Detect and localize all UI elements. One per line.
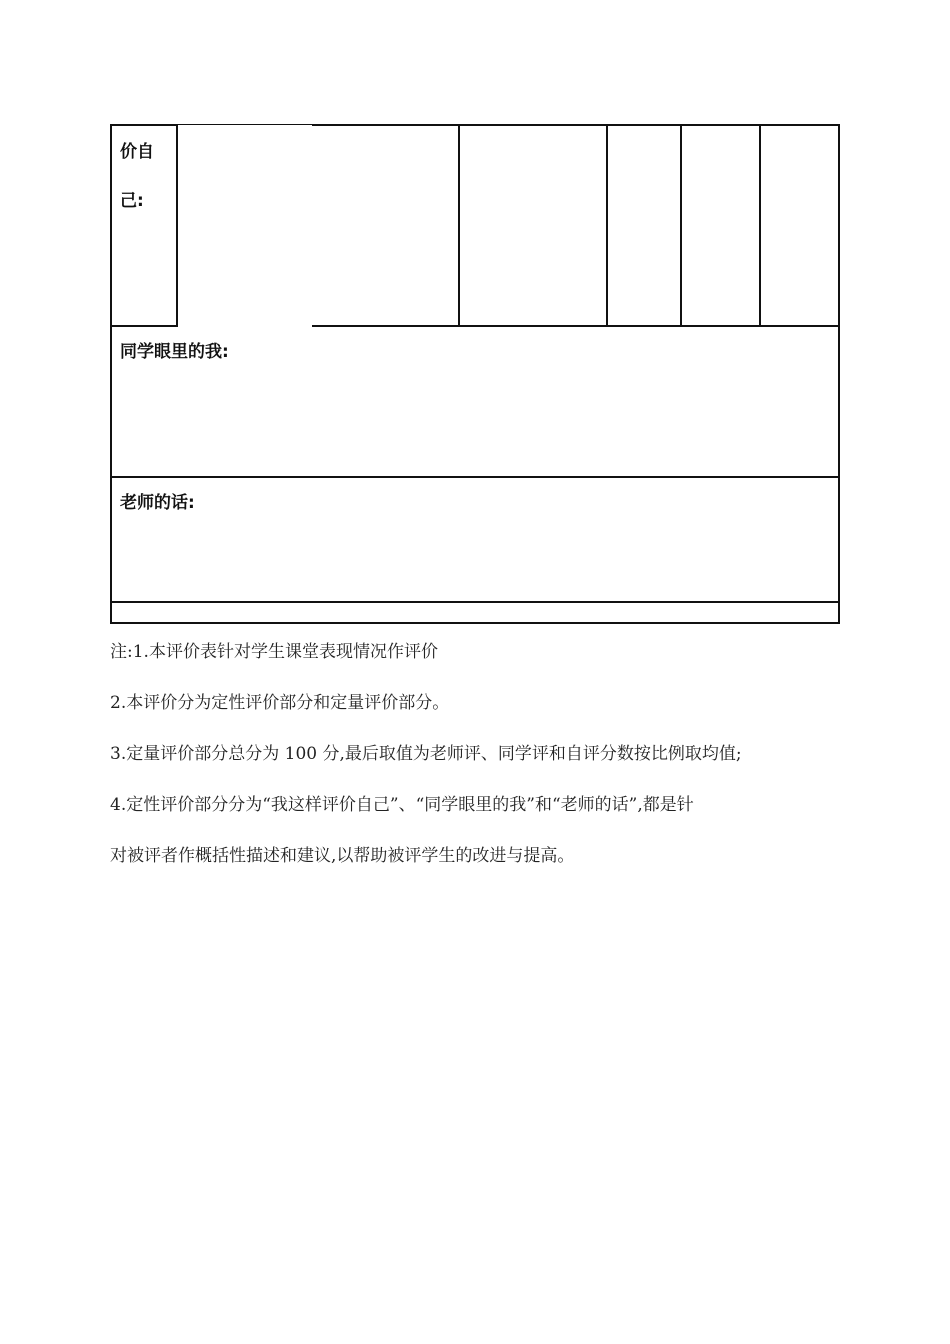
peer-eval-label: 同学眼里的我: <box>120 342 229 362</box>
row-divider-1-right <box>312 325 840 327</box>
cell-divider-vertical-2 <box>458 124 460 327</box>
row-divider-1-left <box>110 325 177 327</box>
row-divider-2 <box>110 476 840 478</box>
row-divider-3 <box>110 601 840 603</box>
note-line-1: 注:1.本评价表针对学生课堂表现情况作评价 <box>110 642 438 662</box>
note-line-2: 2.本评价分为定性评价部分和定量评价部分。 <box>110 693 450 713</box>
table-border-bottom <box>110 622 840 624</box>
evaluation-table <box>110 124 840 624</box>
note-line-5: 对被评者作概括性描述和建议,以帮助被评学生的改进与提高。 <box>110 846 575 866</box>
table-border-top-left <box>110 124 177 126</box>
note-line-4: 4.定性评价部分分为“我这样评价自己”、“同学眼里的我”和“老师的话”,都是针 <box>110 795 694 815</box>
cell-divider-vertical-5 <box>759 124 761 327</box>
note-line-3: 3.定量评价部分总分为 100 分,最后取值为老师评、同学评和自评分数按比例取均值; <box>110 744 742 764</box>
cell-divider-vertical-4 <box>680 124 682 327</box>
self-eval-label-line1: 价自 <box>120 142 154 162</box>
table-border-left <box>110 124 112 624</box>
self-eval-label-line2: 己: <box>120 191 144 211</box>
table-border-right <box>838 124 840 624</box>
cell-divider-top-edge <box>176 124 312 125</box>
teacher-comment-label: 老师的话: <box>120 493 195 513</box>
cell-divider-vertical-1 <box>176 124 178 327</box>
cell-divider-vertical-3 <box>606 124 608 327</box>
